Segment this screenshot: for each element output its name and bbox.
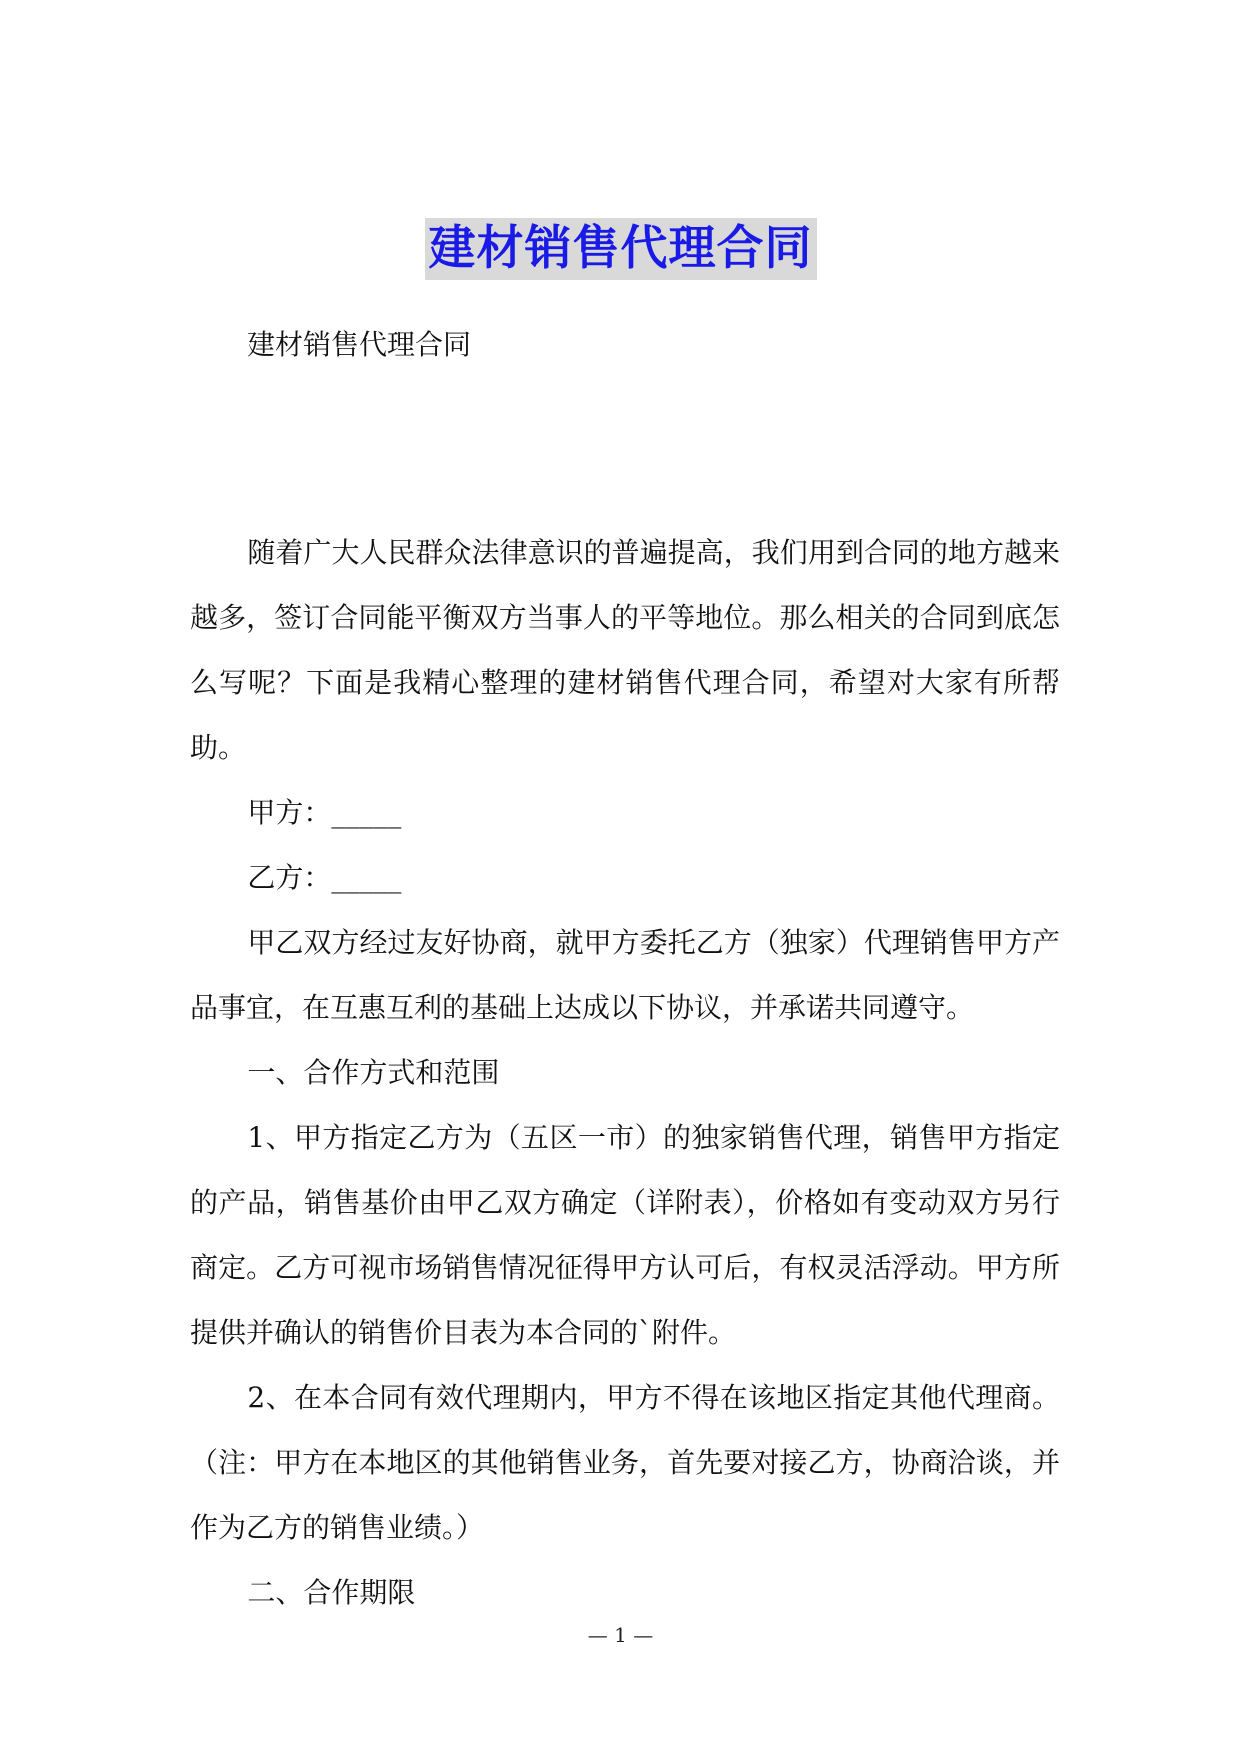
party-b-line: 乙方：_____ bbox=[247, 861, 402, 894]
clause-2: 2、在本合同有效代理期内，甲方不得在该地区指定其他代理商。（注：甲方在本地区的其他销售业务，首先要对接乙方，协商洽谈，并作为乙方的销售业绩。） bbox=[190, 1381, 1060, 1544]
clause-1: 1、甲方指定乙方为（五区一市）的独家销售代理，销售甲方指定的产品，销售基价由甲乙双方确定（详附表），价格如有变动双方另行商定。乙方可视市场销售情况征得甲方认可后，有权灵活浮动。甲方所提供并确认的销售价目表为本合同的`附件。 bbox=[190, 1121, 1060, 1349]
intro-paragraph: 随着广大人民群众法律意识的普遍提高，我们用到合同的地方越来越多，签订合同能平衡双方当事人的平等地位。那么相关的合同到底怎么写呢？下面是我精心整理的建材销售代理合同，希望对大家有所帮助。 bbox=[190, 536, 1060, 764]
document-body bbox=[190, 520, 1060, 1625]
title-container bbox=[0, 218, 1241, 280]
page-number: — 1 — bbox=[587, 1623, 654, 1647]
section-heading-1: 一、合作方式和范围 bbox=[247, 1056, 500, 1089]
party-a-line: 甲方：_____ bbox=[247, 796, 402, 829]
section-heading-2: 二、合作期限 bbox=[247, 1576, 416, 1609]
document-subtitle: 建材销售代理合同 bbox=[247, 328, 472, 361]
document-title: 建材销售代理合同 bbox=[425, 218, 817, 280]
agreement-paragraph: 甲乙双方经过友好协商，就甲方委托乙方（独家）代理销售甲方产品事宜，在互惠互利的基础上达成以下协议，并承诺共同遵守。 bbox=[190, 926, 1060, 1024]
